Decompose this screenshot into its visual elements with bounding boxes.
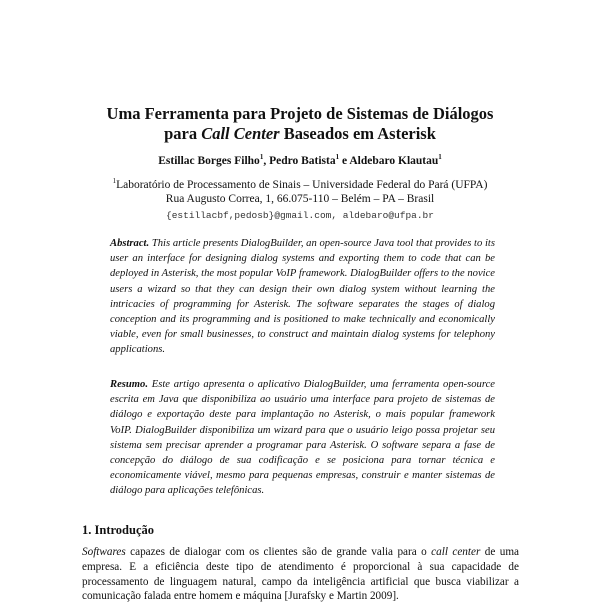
author-name: Aldebaro Klautau xyxy=(349,154,439,167)
author-name: Estillac Borges Filho xyxy=(158,154,260,167)
author-name: Pedro Batista xyxy=(269,154,336,167)
intro-italic: Softwares xyxy=(82,546,126,558)
author-affil-mark: 1 xyxy=(438,153,442,161)
abstract-text: This article presents DialogBuilder, an open-source Java tool that provides to its user an interface for designing dialog systems and exporting them to code that can be deployed in Asterisk, the most popular VoIP framework. DialogBuilder offers to the novice users a wizard so that they can design their own dialog system without learning the intricacies of programming for Asterisk. The software separates the stages of dialog conception and its programming and is positioned to make technically and economically viable, even for small businesses, to construct and maintain dialog systems for telephony applications. xyxy=(110,238,495,356)
affil-text: Laboratório de Processamento de Sinais – Universidade Federal do Pará (UFPA) xyxy=(116,178,488,191)
author-list xyxy=(0,153,600,167)
title-part: para xyxy=(164,124,202,143)
resumo-label: Resumo. xyxy=(110,379,148,390)
author-affil-mark: 1 xyxy=(335,153,340,161)
intro-text: de uma empresa. E a eficiência deste tipo de atendimento é proporcional à sua capacidade de processamento de linguagem natural, campo da inteligência artificial que busca viabilizar a comunicação falada entre homem e máquina [Jurafsky e Martin 2009]. xyxy=(82,546,519,603)
abstract-portuguese xyxy=(110,377,495,499)
author-separator: e xyxy=(339,154,350,167)
intro-italic: call center xyxy=(431,546,481,558)
intro-text: capazes de dialogar com os clientes são de grande valia para o xyxy=(125,546,432,558)
author-affil-mark: 1 xyxy=(259,153,264,161)
title-italic-part: Call Center xyxy=(201,124,280,143)
resumo-text: Este artigo apresenta o aplicativo DialogBuilder, uma ferramenta open-source escrita em Java que disponibiliza ao usuário uma interface para projeto de sistemas de diálogo e exportação deste para implantação no Asterisk, o mais popular framework VoIP. DialogBuilder disponibiliza um wizard para que o usuário leigo possa projetar seu sistema sem precisar aprender a programar para Asterisk. O software separa a fase de concepção do diálogo de sua codificação e se posiciona para tornar técnica e economicamente viável, mesmo para pequenas empresas, construir e manter sistemas de diálogo para aplicações telefônicas. xyxy=(110,379,495,497)
title-part: Baseados em Asterisk xyxy=(279,124,436,143)
author-separator: , xyxy=(263,154,270,167)
paper-title-line1: Uma Ferramenta para Projeto de Sistemas de Diálogos xyxy=(106,104,494,123)
paper-title-line2 xyxy=(0,124,600,144)
intro-paragraph xyxy=(82,545,519,604)
abstract-english xyxy=(110,236,495,358)
affiliation-line1 xyxy=(0,177,600,191)
author-emails: {estillacbf,pedosb}@gmail.com, aldebaro@ufpa.br xyxy=(166,210,434,221)
abstract-label: Abstract. xyxy=(110,238,150,249)
affil-mark: 1 xyxy=(112,177,117,185)
affiliation-line2: Rua Augusto Correa, 1, 66.075-110 – Belém – PA – Brasil xyxy=(165,193,435,205)
section-heading: 1. Introdução xyxy=(82,523,155,537)
